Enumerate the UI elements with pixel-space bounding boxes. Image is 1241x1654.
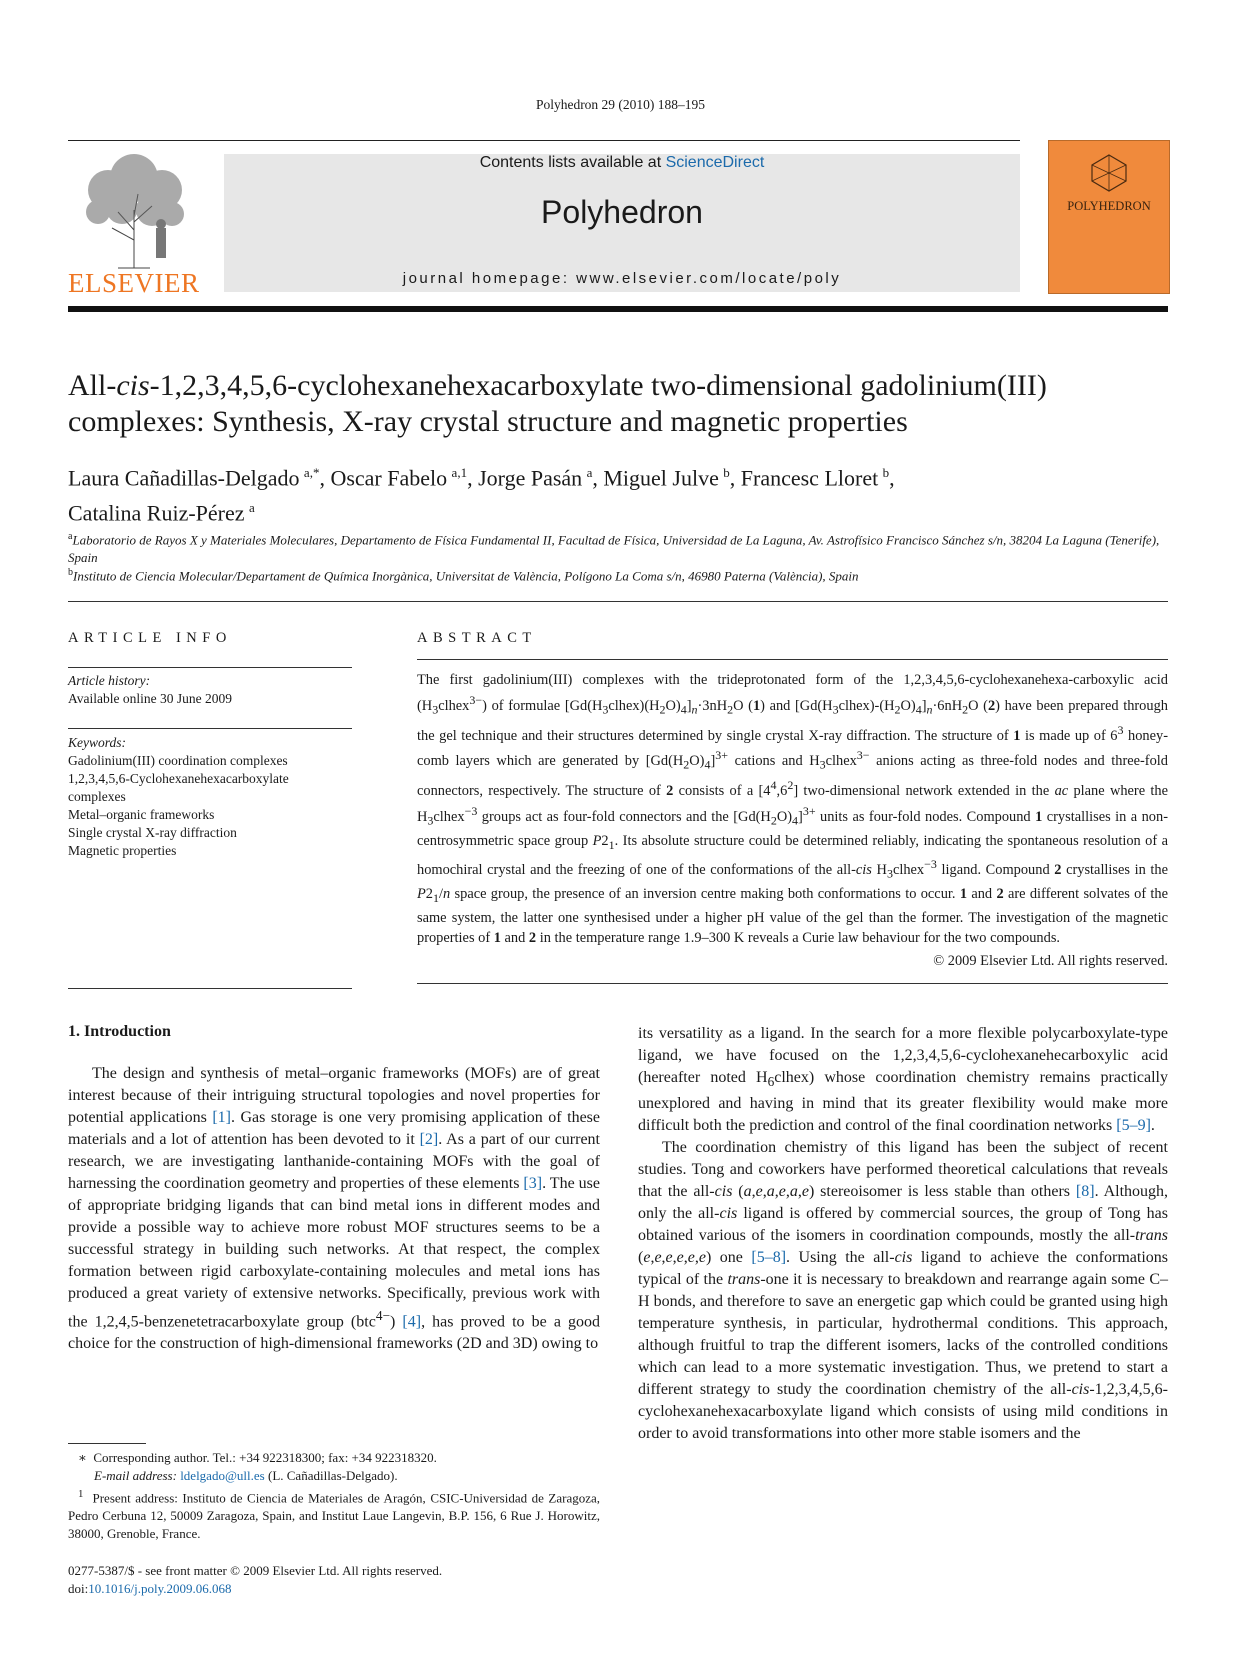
keyword: complexes xyxy=(68,789,126,804)
email-owner: (L. Cañadillas-Delgado). xyxy=(264,1468,398,1483)
doi-link[interactable]: 10.1016/j.poly.2009.06.068 xyxy=(88,1581,232,1596)
abstract-copyright: © 2009 Elsevier Ltd. All rights reserved. xyxy=(933,953,1168,969)
article-info-heading: ARTICLE INFO xyxy=(68,630,232,646)
keyword: 1,2,3,4,5,6-Cyclohexanehexacarboxylate xyxy=(68,771,289,786)
history-label: Article history: xyxy=(68,673,151,688)
author-separator: , xyxy=(319,465,331,491)
footnote-email xyxy=(68,1467,600,1485)
author-affiliation-mark[interactable]: a,1 xyxy=(451,465,468,480)
author-separator: , xyxy=(592,465,604,491)
intro-paragraph-1-continued: its versatility as a ligand. In the search for a more flexible polycarboxylate-type ligand, we have focused on the 1,2,3,4,5,6-cyclohexanehecarboxylic acid (hereafter noted $H_6clhex$) whose coordination chemistry remains practically unexplored and having in mind that its greater flexibility would make more difficult both the prediction and control of the final coordination networks [5–9]. xyxy=(638,1025,1169,1135)
present-address-text: Present address: Instituto de Ciencia de Materiales de Aragón, CSIC-Universidad de Zaragoza, Pedro Cerbuna 12, 50009 Zaragoza, Spain, and Institut Laue Langevin, B.P. 156, 6 Rue J. Horowitz, 38000, Grenoble, France. xyxy=(68,1490,601,1542)
journal-cover-image[interactable] xyxy=(1048,140,1170,294)
title-italic: cis xyxy=(116,369,150,402)
tree-icon xyxy=(78,150,190,270)
email-label: E-mail address: xyxy=(94,1468,181,1483)
issn-line: 0277-5387/$ - see front matter © 2009 Elsevier Ltd. All rights reserved. xyxy=(68,1563,443,1578)
elsevier-logo[interactable] xyxy=(68,150,200,298)
author-name[interactable]: Francesc Lloret xyxy=(740,465,879,491)
journal-citation: Polyhedron 29 (2010) 188–195 xyxy=(535,97,706,112)
affiliation-a xyxy=(68,528,1168,567)
article-history xyxy=(68,672,352,708)
reference-link[interactable]: [2] xyxy=(419,1131,439,1148)
reference-link[interactable]: [3] xyxy=(523,1175,543,1192)
footnote-corresponding-text: Corresponding author. Tel.: +34 922318300; fax: +34 922318320. xyxy=(93,1450,437,1465)
journal-name: Polyhedron xyxy=(541,194,703,230)
section-heading-introduction: 1. Introduction xyxy=(68,1023,171,1040)
author-separator: , xyxy=(729,465,741,491)
keyword: Single crystal X-ray diffraction xyxy=(68,825,237,840)
reference-link[interactable]: [1] xyxy=(212,1109,231,1126)
footnote-corresponding: ∗ Corresponding author. Tel.: +34 922318300; fax: +34 922318320. xyxy=(78,1450,437,1465)
doi-prefix: doi: xyxy=(68,1581,89,1596)
front-matter xyxy=(68,1562,600,1598)
affiliation-mark: b xyxy=(68,567,73,578)
journal-homepage[interactable]: journal homepage: www.elsevier.com/locate/poly xyxy=(402,270,842,287)
footnotes xyxy=(68,1449,600,1543)
title-line2: complexes: Synthesis, X-ray crystal structure and magnetic properties xyxy=(68,405,908,438)
elsevier-wordmark: ELSEVIER xyxy=(68,268,200,298)
email-link[interactable]: ldelgado@ull.es xyxy=(180,1468,265,1483)
title-prefix: All- xyxy=(68,369,117,402)
keywords-rule xyxy=(68,728,352,729)
cover-title: POLYHEDRON xyxy=(1067,199,1151,213)
reference-link[interactable]: [5–9] xyxy=(1116,1117,1151,1135)
affiliation-text: Laboratorio de Rayos X y Materiales Moleculares, Departamento de Física Fundamental II, Facultad de Física, Universidad de La Laguna, Av. Astrofísico Francisco Sánchez s/n, 38204 La Laguna (Tenerife), Spain xyxy=(68,532,1160,566)
reference-link[interactable]: [5–8] xyxy=(751,1249,787,1267)
title-line1-rest: -1,2,3,4,5,6-cyclohexanehexacarboxylate two-dimensional gadolinium(III) xyxy=(149,369,1047,402)
contents-prefix: Contents lists available at xyxy=(479,154,666,171)
affiliation-mark: a xyxy=(68,531,73,542)
reference-link[interactable]: [4] xyxy=(402,1313,422,1331)
author-name[interactable]: Oscar Fabelo xyxy=(330,465,448,491)
keywords-block xyxy=(68,734,352,860)
affiliation-rule xyxy=(68,601,1168,602)
intro-paragraph-1: The design and synthesis of metal–organic frameworks (MOFs) are of great interest because of their intriguing structural topologies and novel properties for potential applications [1]. Gas storage is one very promising application of these materials and a lot of attention has been devoted to it [2]. As a part of our current research, we are investigating lanthanide-containing MOFs with the goal of harnessing the coordination geometry and properties of these elements [3]. The use of appropriate bridging ligands that can bind metal ions in different modes and provide a possible way to achieve more robust MOF structures seems to be a successful strategy in building such networks. At that respect, the complex formation between rigid carboxylate-containing molecules and metal ions has produced a great variety of extensive networks. Specifically, previous work with the 1,2,4,5-benzenetetracarboxylate group (btc$^{4-}$) [4], has proved to be a good choice for the construction of high-dimensional frameworks (2D and 3D) owing to xyxy=(68,1065,601,1353)
author-name[interactable]: Catalina Ruiz-Pérez xyxy=(68,500,245,526)
author-separator: , xyxy=(467,465,479,491)
article-info-bottom-rule xyxy=(68,988,352,989)
author-name[interactable]: Jorge Pasán xyxy=(478,465,583,491)
reference-link[interactable]: [8] xyxy=(1075,1183,1095,1201)
contents-line xyxy=(224,154,1020,172)
author-affiliation-mark[interactable]: b xyxy=(882,465,890,480)
journal-header-band xyxy=(224,154,1020,292)
author-affiliation-mark[interactable]: b xyxy=(723,465,730,480)
author-name[interactable]: Miguel Julve xyxy=(603,465,719,491)
intro-paragraph-2: The coordination chemistry of this ligand has been the subject of recent studies. Tong and coworkers have performed theoretical calculations that reveals that the all-cis (a,e,a,e,a,e) stereoisomer is less stable than others [8]. Although, only the all-cis ligand is offered by commercial sources, the group of Tong has obtained various of the isomers in coordination compounds, mostly the all-trans (e,e,e,e,e,e) one [5–8]. Using the all-cis ligand to achieve the conformations typical of the trans-one it is necessary to breakdown and rearrange again some C–H bonds, and therefore to save an energetic gap which could be granted using high temperature synthesis, in particular, hydrothermal conditions. This approach, although fruitful to trap the different isomers, lacks of the controlled conditions which can lead to a more systematic investigation. Thus, we pretend to start a different strategy to study the coordination chemistry of the all-cis-1,2,3,4,5,6-cyclohexanehexacarboxylate ligand which consists of using mild conditions in order to avoid transformations into other more stable isomers and the xyxy=(638,1139,1169,1443)
history-value: Available online 30 June 2009 xyxy=(68,691,232,706)
abstract-heading: ABSTRACT xyxy=(417,630,537,646)
sciencedirect-link[interactable]: ScienceDirect xyxy=(665,154,765,171)
author-affiliation-mark[interactable]: a,* xyxy=(303,465,320,480)
polyhedron-icon xyxy=(1089,153,1129,193)
article-info-rule xyxy=(68,667,352,668)
abstract-text: The first gadolinium(III) complexes with the trideprotonated form of the 1,2,3,4,5,6-cyclohexanehexa-carboxylic acid $(H_3clhex^{3-})$ of formulae $[Gd(H_3clhex)(H_2O)_4]_n\cdot 3nH_2O$ (1) and $[Gd(H_3clhex)-(H_2O)_4]_n\cdot 6nH_2O$ (2) have been prepared through the gel technique and their structures determined by single crystal X-ray diffraction. The structure of 1 is made up of $6^3$ honey-comb layers which are generated by $[Gd(H_2O)_4]^{3+}$ cations and $H_3clhex^{3-}$ anions acting as three-fold nodes and three-fold connectors, respectively. The structure of 2 consists of a $[4^4,6^2]$ two-dimensional network extended in the ac plane where the $H_3clhex^{-3}$ groups act as four-fold connectors and the $[Gd(H_2O)_4]^{3+}$ units as four-fold nodes. Compound 1 crystallises in a non-centrosymmetric space group $P2_1$. Its absolute structure could be determined reliably, indicating the spontaneous resolution of a homochiral crystal and the freezing of one of the conformations of the all-cis $H_3clhex^{-3}$ ligand. Compound 2 crystallises in the $P2_1/n$ space group, the presence of an inversion centre making both conformations to occur. 1 and 2 are different solvates of the same system, the latter one synthesised under a higher pH value of the gel than the former. The investigation of the magnetic properties of 1 and 2 in the temperature range 1.9–300 K reveals a Curie law behaviour for the two compounds. xyxy=(417,672,1169,947)
keyword: Gadolinium(III) coordination complexes xyxy=(68,753,288,768)
author-affiliation-mark[interactable]: a xyxy=(586,465,593,480)
abstract-bottom-rule xyxy=(417,983,1168,984)
article-title xyxy=(68,368,1168,440)
abstract-rule xyxy=(417,659,1168,660)
affiliation-b xyxy=(68,564,1168,585)
author-list xyxy=(68,458,1168,529)
header-rule xyxy=(68,140,1020,141)
author-affiliation-mark[interactable]: a xyxy=(248,500,255,516)
keywords-label: Keywords: xyxy=(68,735,126,750)
author-name[interactable]: Laura Cañadillas-Delgado xyxy=(68,465,300,491)
keyword: Metal–organic frameworks xyxy=(68,807,215,822)
header-thick-rule xyxy=(68,306,1168,312)
footnote-present-address: $^1$ Present address: Instituto de Ciencia de Materiales de Aragón, CSIC-Universidad de Zaragoza, Pedro Cerbuna 12, 50009 Zaragoza, Spain, and Institut Laue Langevin, B.P. 156, 6 Rue J. Horowitz, 38000, Grenoble, France. xyxy=(68,1488,601,1542)
affiliation-text: Instituto de Ciencia Molecular/Departament de Química Inorgànica, Universitat de València, Polígono La Coma s/n, 46980 Paterna (València), Spain xyxy=(73,568,859,584)
author-separator: , xyxy=(889,465,895,491)
intro-column-right xyxy=(638,1023,1168,1445)
keyword: Magnetic properties xyxy=(68,843,177,858)
footnote-rule xyxy=(68,1443,146,1444)
